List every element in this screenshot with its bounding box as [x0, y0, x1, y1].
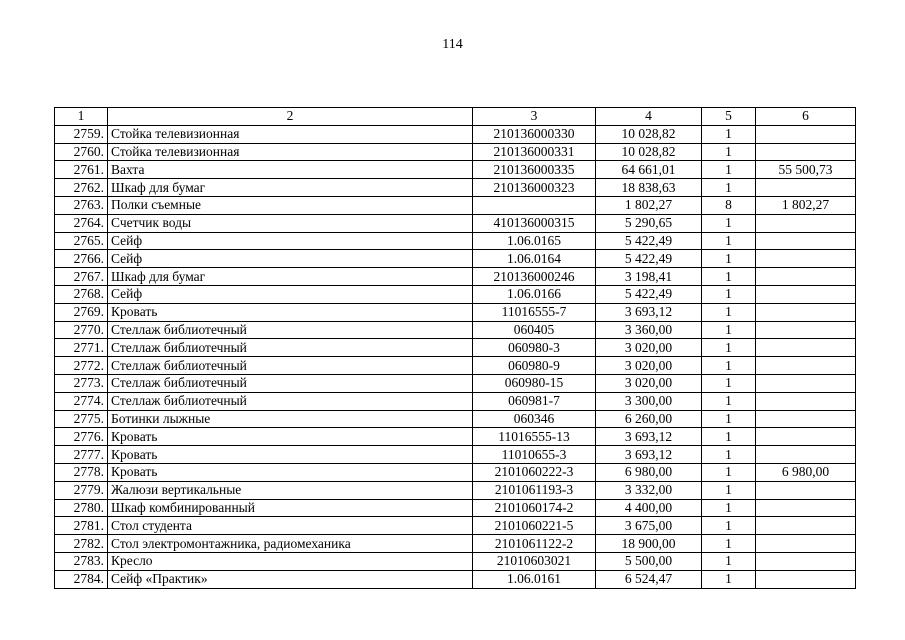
- row-number-cell: 2780.: [55, 499, 108, 517]
- row-number-cell: 2770.: [55, 321, 108, 339]
- quantity-cell: 1: [702, 339, 756, 357]
- column-header-5: 5: [702, 108, 756, 126]
- total-cell: [756, 446, 856, 464]
- cost-cell: 3 300,00: [596, 392, 702, 410]
- column-header-1: 1: [55, 108, 108, 126]
- item-name-cell: Стеллаж библиотечный: [108, 339, 473, 357]
- cost-cell: 3 675,00: [596, 517, 702, 535]
- total-cell: [756, 339, 856, 357]
- item-name-cell: Стойка телевизионная: [108, 143, 473, 161]
- table-row: [55, 143, 856, 161]
- total-cell: [756, 268, 856, 286]
- inventory-code-cell: 060405: [473, 321, 596, 339]
- total-cell: 6 980,00: [756, 463, 856, 481]
- total-cell: 55 500,73: [756, 161, 856, 179]
- table-row: [55, 357, 856, 375]
- quantity-cell: 1: [702, 250, 756, 268]
- table-row: [55, 552, 856, 570]
- cost-cell: 3 020,00: [596, 339, 702, 357]
- total-cell: [756, 428, 856, 446]
- cost-cell: 10 028,82: [596, 143, 702, 161]
- row-number-cell: 2759.: [55, 125, 108, 143]
- inventory-code-cell: 060980-3: [473, 339, 596, 357]
- total-cell: [756, 535, 856, 553]
- inventory-code-cell: 410136000315: [473, 214, 596, 232]
- row-number-cell: 2765.: [55, 232, 108, 250]
- row-number-cell: 2767.: [55, 268, 108, 286]
- cost-cell: 18 838,63: [596, 179, 702, 197]
- total-cell: [756, 214, 856, 232]
- quantity-cell: 1: [702, 161, 756, 179]
- cost-cell: 5 422,49: [596, 285, 702, 303]
- item-name-cell: Стеллаж библиотечный: [108, 321, 473, 339]
- row-number-cell: 2782.: [55, 535, 108, 553]
- quantity-cell: 1: [702, 232, 756, 250]
- table-row: [55, 517, 856, 535]
- inventory-code-cell: 1.06.0161: [473, 570, 596, 588]
- quantity-cell: 1: [702, 303, 756, 321]
- table-row: [55, 161, 856, 179]
- row-number-cell: 2777.: [55, 446, 108, 464]
- quantity-cell: 8: [702, 196, 756, 214]
- table-row: [55, 446, 856, 464]
- cost-cell: 1 802,27: [596, 196, 702, 214]
- table-row: [55, 268, 856, 286]
- total-cell: [756, 374, 856, 392]
- row-number-cell: 2784.: [55, 570, 108, 588]
- item-name-cell: Сейф: [108, 250, 473, 268]
- column-header-6: 6: [756, 108, 856, 126]
- cost-cell: 3 360,00: [596, 321, 702, 339]
- quantity-cell: 1: [702, 517, 756, 535]
- cost-cell: 3 198,41: [596, 268, 702, 286]
- table-row: [55, 339, 856, 357]
- table-row: [55, 250, 856, 268]
- quantity-cell: 1: [702, 357, 756, 375]
- total-cell: [756, 517, 856, 535]
- inventory-code-cell: 11010655-3: [473, 446, 596, 464]
- quantity-cell: 1: [702, 552, 756, 570]
- quantity-cell: 1: [702, 481, 756, 499]
- item-name-cell: Сейф: [108, 232, 473, 250]
- row-number-cell: 2781.: [55, 517, 108, 535]
- table-row: [55, 125, 856, 143]
- inventory-code-cell: 210136000331: [473, 143, 596, 161]
- total-cell: [756, 410, 856, 428]
- table-row: [55, 196, 856, 214]
- cost-cell: 3 693,12: [596, 428, 702, 446]
- item-name-cell: Стол студента: [108, 517, 473, 535]
- total-cell: [756, 357, 856, 375]
- inventory-code-cell: 1.06.0165: [473, 232, 596, 250]
- table-row: [55, 374, 856, 392]
- page-number: 114: [442, 37, 463, 52]
- quantity-cell: 1: [702, 499, 756, 517]
- quantity-cell: 1: [702, 214, 756, 232]
- inventory-code-cell: 210136000335: [473, 161, 596, 179]
- item-name-cell: Ботинки лыжные: [108, 410, 473, 428]
- row-number-cell: 2766.: [55, 250, 108, 268]
- item-name-cell: Стеллаж библиотечный: [108, 374, 473, 392]
- row-number-cell: 2778.: [55, 463, 108, 481]
- row-number-cell: 2764.: [55, 214, 108, 232]
- total-cell: [756, 250, 856, 268]
- total-cell: [756, 570, 856, 588]
- table-row: [55, 499, 856, 517]
- item-name-cell: Сейф: [108, 285, 473, 303]
- row-number-cell: 2771.: [55, 339, 108, 357]
- cost-cell: 5 422,49: [596, 232, 702, 250]
- row-number-cell: 2776.: [55, 428, 108, 446]
- quantity-cell: 1: [702, 392, 756, 410]
- row-number-cell: 2774.: [55, 392, 108, 410]
- cost-cell: 3 332,00: [596, 481, 702, 499]
- table-row: [55, 303, 856, 321]
- quantity-cell: 1: [702, 374, 756, 392]
- item-name-cell: Стеллаж библиотечный: [108, 357, 473, 375]
- inventory-code-cell: 1.06.0164: [473, 250, 596, 268]
- quantity-cell: 1: [702, 143, 756, 161]
- row-number-cell: 2763.: [55, 196, 108, 214]
- row-number-cell: 2783.: [55, 552, 108, 570]
- total-cell: [756, 392, 856, 410]
- cost-cell: 6 980,00: [596, 463, 702, 481]
- cost-cell: 3 020,00: [596, 357, 702, 375]
- quantity-cell: 1: [702, 125, 756, 143]
- item-name-cell: Кровать: [108, 446, 473, 464]
- quantity-cell: 1: [702, 446, 756, 464]
- item-name-cell: Вахта: [108, 161, 473, 179]
- inventory-code-cell: [473, 196, 596, 214]
- cost-cell: 6 524,47: [596, 570, 702, 588]
- total-cell: [756, 143, 856, 161]
- inventory-code-cell: 2101060221-5: [473, 517, 596, 535]
- item-name-cell: Шкаф для бумаг: [108, 179, 473, 197]
- cost-cell: 5 290,65: [596, 214, 702, 232]
- inventory-code-cell: 2101060222-3: [473, 463, 596, 481]
- table-row: [55, 214, 856, 232]
- item-name-cell: Стойка телевизионная: [108, 125, 473, 143]
- inventory-code-cell: 1.06.0166: [473, 285, 596, 303]
- row-number-cell: 2768.: [55, 285, 108, 303]
- inventory-code-cell: 210136000323: [473, 179, 596, 197]
- inventory-table: [54, 107, 856, 589]
- total-cell: [756, 552, 856, 570]
- item-name-cell: Стол электромонтажника, радиомеханика: [108, 535, 473, 553]
- total-cell: 1 802,27: [756, 196, 856, 214]
- column-header-3: 3: [473, 108, 596, 126]
- quantity-cell: 1: [702, 428, 756, 446]
- table-body: [55, 125, 856, 588]
- table-row: [55, 285, 856, 303]
- item-name-cell: Шкаф для бумаг: [108, 268, 473, 286]
- table-row: [55, 481, 856, 499]
- cost-cell: 64 661,01: [596, 161, 702, 179]
- item-name-cell: Кресло: [108, 552, 473, 570]
- row-number-cell: 2762.: [55, 179, 108, 197]
- row-number-cell: 2760.: [55, 143, 108, 161]
- quantity-cell: 1: [702, 410, 756, 428]
- quantity-cell: 1: [702, 285, 756, 303]
- inventory-code-cell: 060980-15: [473, 374, 596, 392]
- inventory-code-cell: 060980-9: [473, 357, 596, 375]
- table-row: [55, 410, 856, 428]
- column-header-4: 4: [596, 108, 702, 126]
- inventory-code-cell: 11016555-7: [473, 303, 596, 321]
- total-cell: [756, 125, 856, 143]
- cost-cell: 3 020,00: [596, 374, 702, 392]
- row-number-cell: 2775.: [55, 410, 108, 428]
- item-name-cell: Счетчик воды: [108, 214, 473, 232]
- row-number-cell: 2769.: [55, 303, 108, 321]
- total-cell: [756, 232, 856, 250]
- item-name-cell: Кровать: [108, 463, 473, 481]
- total-cell: [756, 285, 856, 303]
- cost-cell: 3 693,12: [596, 446, 702, 464]
- total-cell: [756, 499, 856, 517]
- table-row: [55, 321, 856, 339]
- item-name-cell: Жалюзи вертикальные: [108, 481, 473, 499]
- item-name-cell: Шкаф комбинированный: [108, 499, 473, 517]
- table-row: [55, 179, 856, 197]
- quantity-cell: 1: [702, 179, 756, 197]
- table-row: [55, 232, 856, 250]
- total-cell: [756, 303, 856, 321]
- inventory-code-cell: 210136000330: [473, 125, 596, 143]
- inventory-code-cell: 2101061122-2: [473, 535, 596, 553]
- table-row: [55, 535, 856, 553]
- inventory-code-cell: 21010603021: [473, 552, 596, 570]
- cost-cell: 5 422,49: [596, 250, 702, 268]
- item-name-cell: Кровать: [108, 303, 473, 321]
- inventory-code-cell: 060346: [473, 410, 596, 428]
- cost-cell: 3 693,12: [596, 303, 702, 321]
- column-header-2: 2: [108, 108, 473, 126]
- total-cell: [756, 179, 856, 197]
- cost-cell: 4 400,00: [596, 499, 702, 517]
- cost-cell: 18 900,00: [596, 535, 702, 553]
- table-header-row: [55, 108, 856, 126]
- quantity-cell: 1: [702, 570, 756, 588]
- item-name-cell: Полки съемные: [108, 196, 473, 214]
- inventory-code-cell: 11016555-13: [473, 428, 596, 446]
- inventory-code-cell: 2101061193-3: [473, 481, 596, 499]
- item-name-cell: Кровать: [108, 428, 473, 446]
- row-number-cell: 2779.: [55, 481, 108, 499]
- total-cell: [756, 321, 856, 339]
- cost-cell: 5 500,00: [596, 552, 702, 570]
- quantity-cell: 1: [702, 535, 756, 553]
- table-row: [55, 570, 856, 588]
- quantity-cell: 1: [702, 321, 756, 339]
- cost-cell: 6 260,00: [596, 410, 702, 428]
- table-row: [55, 428, 856, 446]
- quantity-cell: 1: [702, 463, 756, 481]
- total-cell: [756, 481, 856, 499]
- inventory-code-cell: 2101060174-2: [473, 499, 596, 517]
- table-row: [55, 463, 856, 481]
- inventory-code-cell: 210136000246: [473, 268, 596, 286]
- cost-cell: 10 028,82: [596, 125, 702, 143]
- inventory-code-cell: 060981-7: [473, 392, 596, 410]
- row-number-cell: 2773.: [55, 374, 108, 392]
- item-name-cell: Стеллаж библиотечный: [108, 392, 473, 410]
- row-number-cell: 2772.: [55, 357, 108, 375]
- quantity-cell: 1: [702, 268, 756, 286]
- table-row: [55, 392, 856, 410]
- item-name-cell: Сейф «Практик»: [108, 570, 473, 588]
- row-number-cell: 2761.: [55, 161, 108, 179]
